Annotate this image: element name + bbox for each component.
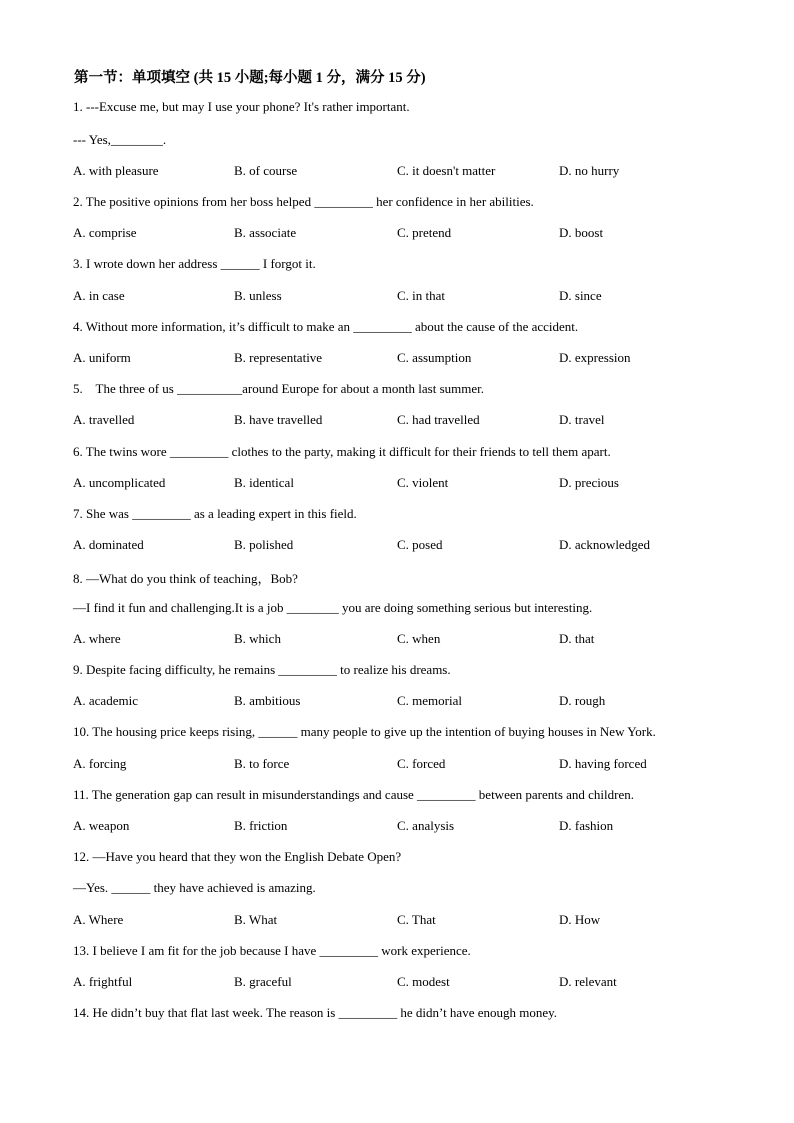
option-d: D. How [559, 912, 601, 927]
question-12-stem: 12. —Have you heard that they won the English Debate Open? [73, 849, 402, 864]
option-a: A. comprise [73, 225, 137, 240]
question-8-options [0, 631, 794, 649]
option-c: C. pretend [397, 225, 452, 240]
option-d: D. boost [559, 225, 604, 240]
question-1-stem: 1. ---Excuse me, but may I use your phone? It's rather important. [73, 99, 410, 114]
option-b: B. What [234, 912, 278, 927]
question-8-response: —I find it fun and challenging.It is a job ________ you are doing something serious but interesting. [73, 600, 593, 615]
question-11-stem: 11. The generation gap can result in misunderstandings and cause _________ between parents and children. [73, 787, 635, 802]
option-c: C. in that [397, 288, 446, 303]
question-12-response: —Yes. ______ they have achieved is amazing. [73, 880, 316, 895]
question-9-stem: 9. Despite facing difficulty, he remains _________ to realize his dreams. [73, 662, 451, 677]
question-9-options [0, 693, 794, 711]
option-b: B. have travelled [234, 412, 323, 427]
option-b: B. polished [234, 537, 294, 552]
question-6-stem: 6. The twins wore _________ clothes to the party, making it difficult for their friends to tell them apart. [73, 444, 611, 459]
question-5-options [0, 412, 794, 430]
question-11-options [0, 818, 794, 836]
question-3-stem: 3. I wrote down her address ______ I forgot it. [73, 256, 316, 271]
option-a: A. forcing [73, 756, 127, 771]
question-7-stem: 7. She was _________ as a leading expert in this field. [73, 506, 357, 521]
option-c: C. when [397, 631, 441, 646]
question-12-options [0, 912, 794, 930]
option-d: D. travel [559, 412, 605, 427]
option-d: D. precious [559, 475, 619, 490]
option-c: C. it doesn't matter [397, 163, 496, 178]
question-1-response: --- Yes,________. [73, 132, 167, 147]
option-d: D. since [559, 288, 602, 303]
option-c: C. had travelled [397, 412, 480, 427]
question-13-options [0, 974, 794, 992]
question-2-options [0, 225, 794, 243]
question-10-stem: 10. The housing price keeps rising, ______ many people to give up the intention of buying houses in New York. [73, 724, 656, 739]
option-a: A. uncomplicated [73, 475, 166, 490]
question-4-stem: 4. Without more information, it’s difficult to make an _________ about the cause of the accident. [73, 319, 579, 334]
question-3-options [0, 288, 794, 306]
option-d: D. expression [559, 350, 631, 365]
option-d: D. rough [559, 693, 606, 708]
option-d: D. having forced [559, 756, 647, 771]
question-4-options [0, 350, 794, 368]
option-d: D. relevant [559, 974, 617, 989]
option-c: C. That [397, 912, 436, 927]
option-b: B. identical [234, 475, 294, 490]
option-c: C. modest [397, 974, 450, 989]
option-a: A. in case [73, 288, 125, 303]
option-c: C. violent [397, 475, 449, 490]
option-b: B. representative [234, 350, 323, 365]
option-a: A. where [73, 631, 121, 646]
option-a: A. travelled [73, 412, 135, 427]
option-a: A. dominated [73, 537, 144, 552]
question-5-stem: 5. The three of us __________around Europe for about a month last summer. [73, 381, 484, 396]
option-b: B. ambitious [234, 693, 301, 708]
option-c: C. assumption [397, 350, 472, 365]
option-a: A. academic [73, 693, 138, 708]
question-2-stem: 2. The positive opinions from her boss helped _________ her confidence in her abilities. [73, 194, 534, 209]
question-14-stem: 14. He didn’t buy that flat last week. The reason is _________ he didn’t have enough money. [73, 1005, 558, 1020]
question-6-options [0, 475, 794, 493]
option-b: B. unless [234, 288, 282, 303]
question-8-stem: 8. —What do you think of teaching，Bob? [73, 571, 298, 586]
question-13-stem: 13. I believe I am fit for the job because I have _________ work experience. [73, 943, 471, 958]
question-1-options [0, 163, 794, 181]
question-10-options [0, 756, 794, 774]
option-d: D. fashion [559, 818, 614, 833]
option-b: B. friction [234, 818, 288, 833]
option-b: B. which [234, 631, 281, 646]
option-c: C. posed [397, 537, 443, 552]
option-d: D. acknowledged [559, 537, 650, 552]
option-b: B. graceful [234, 974, 292, 989]
option-a: A. with pleasure [73, 163, 159, 178]
option-b: B. of course [234, 163, 298, 178]
option-a: A. frightful [73, 974, 133, 989]
option-a: A. weapon [73, 818, 130, 833]
option-d: D. no hurry [559, 163, 620, 178]
question-7-options [0, 537, 794, 555]
section-title: 第一节：单项填空 (共 15 小题;每小题 1 分，满分 15 分) [74, 70, 426, 86]
option-c: C. analysis [397, 818, 455, 833]
option-a: A. uniform [73, 350, 131, 365]
option-b: B. to force [234, 756, 290, 771]
option-c: C. forced [397, 756, 446, 771]
option-c: C. memorial [397, 693, 462, 708]
option-d: D. that [559, 631, 595, 646]
option-b: B. associate [234, 225, 297, 240]
option-a: A. Where [73, 912, 124, 927]
